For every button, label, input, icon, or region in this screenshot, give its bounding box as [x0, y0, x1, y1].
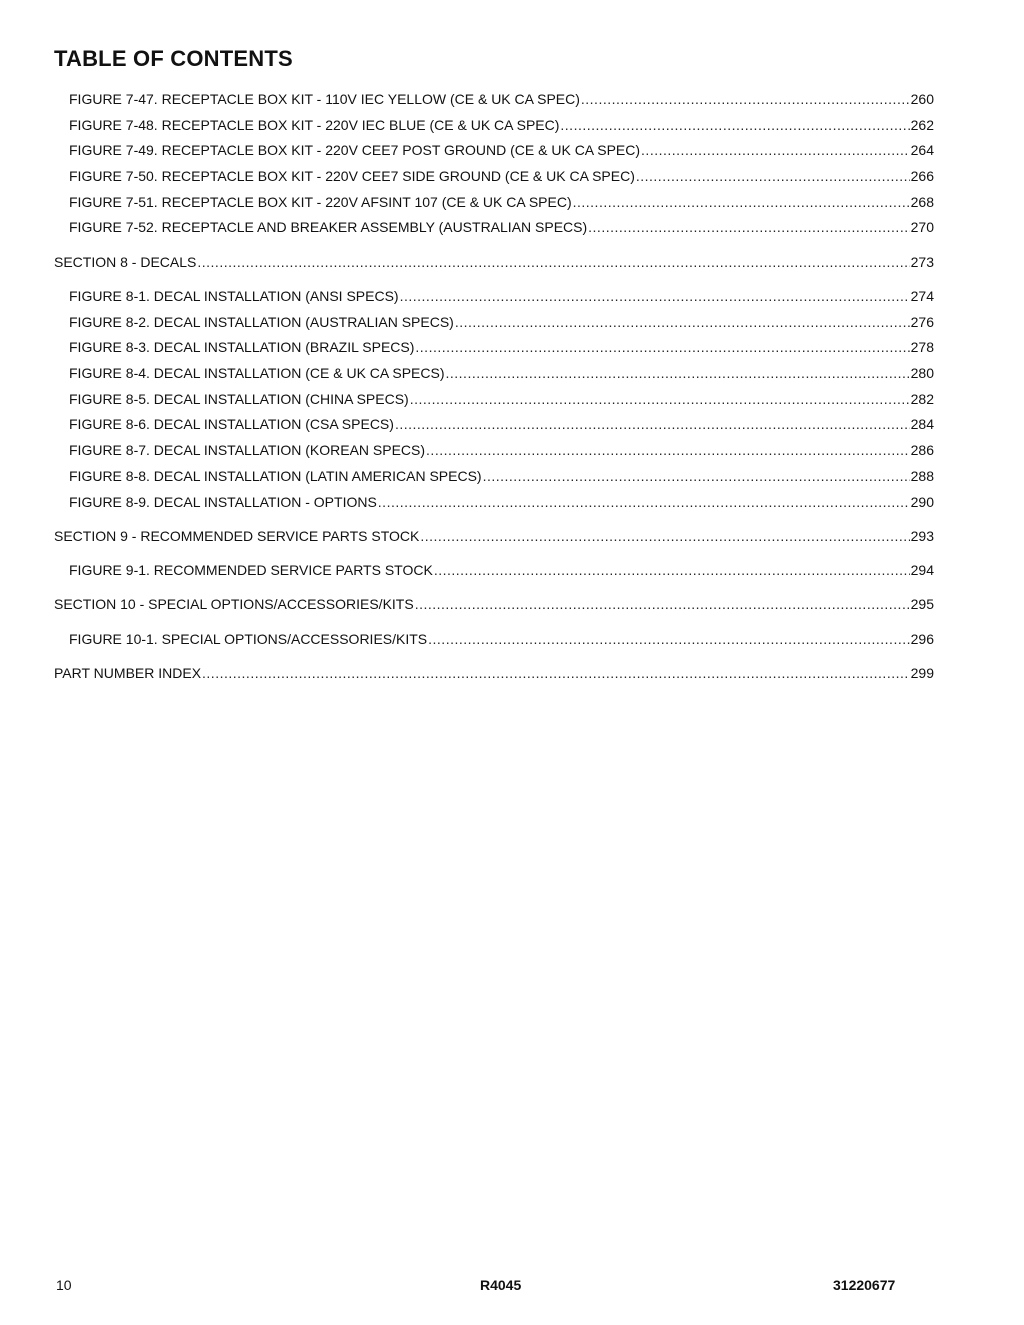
page-footer — [0, 1277, 1024, 1297]
toc-entry-page: 293 — [910, 527, 934, 544]
toc-entry-label: FIGURE 7-47. RECEPTACLE BOX KIT - 110V IEC YELLOW (CE & UK CA SPEC) — [69, 91, 580, 107]
toc-figure-entry[interactable] — [54, 310, 934, 336]
toc-entry-page: 270 — [910, 219, 934, 236]
dot-leader — [378, 490, 910, 516]
toc-entry-page: 268 — [910, 193, 934, 210]
dot-leader — [400, 284, 910, 310]
toc-entry-page: 260 — [910, 91, 934, 107]
toc-figure-entry[interactable] — [54, 190, 934, 216]
toc-entry-label: FIGURE 10-1. SPECIAL OPTIONS/ACCESSORIES/KITS — [69, 630, 428, 647]
toc-figure-entry[interactable] — [54, 464, 934, 490]
dot-leader — [636, 164, 910, 190]
toc-figure-entry[interactable] — [54, 438, 934, 464]
page-title: TABLE OF CONTENTS — [54, 46, 293, 71]
toc-entry-label: FIGURE 8-1. DECAL INSTALLATION (ANSI SPECS) — [69, 288, 399, 304]
toc-entry-label: FIGURE 9-1. RECOMMENDED SERVICE PARTS STOCK — [69, 562, 433, 579]
toc-entry-label: SECTION 8 - DECALS — [54, 253, 197, 270]
toc-entry-label: FIGURE 7-52. RECEPTACLE AND BREAKER ASSEMBLY (AUSTRALIAN SPECS) — [69, 219, 588, 236]
toc-entry-label: FIGURE 8-5. DECAL INSTALLATION (CHINA SPECS) — [69, 390, 409, 407]
toc-entry-label: FIGURE 8-8. DECAL INSTALLATION (LATIN AMERICAN SPECS) — [69, 467, 482, 484]
toc-entry-label: FIGURE 8-2. DECAL INSTALLATION (AUSTRALIAN SPECS) — [69, 313, 454, 330]
toc-entry-page: 273 — [910, 253, 934, 270]
toc-entry-page: 278 — [910, 339, 934, 356]
toc-entry-label: FIGURE 7-50. RECEPTACLE BOX KIT - 220V CEE7 SIDE GROUND (CE & UK CA SPEC) — [69, 168, 635, 185]
toc-figure-entry[interactable] — [54, 387, 934, 413]
dot-leader — [197, 250, 909, 276]
dot-leader — [410, 387, 910, 413]
toc-entry-page: 284 — [910, 416, 934, 433]
dot-leader — [415, 335, 909, 361]
footer-doc-number: 31220677 — [833, 1277, 896, 1293]
toc-entry-label: SECTION 9 - RECOMMENDED SERVICE PARTS STOCK — [54, 527, 420, 544]
toc-entry-page: 299 — [910, 664, 934, 681]
toc-entry-page: 280 — [910, 365, 934, 382]
toc-figure-entry[interactable] — [54, 361, 934, 387]
toc-figure-entry[interactable] — [54, 215, 934, 241]
dot-leader — [428, 627, 910, 653]
dot-leader — [420, 524, 909, 550]
toc-entry-page: 294 — [910, 562, 934, 579]
toc-entry-label: SECTION 10 - SPECIAL OPTIONS/ACCESSORIES/KITS — [54, 596, 414, 613]
toc-entry-label: FIGURE 7-51. RECEPTACLE BOX KIT - 220V AFSINT 107 (CE & UK CA SPEC) — [69, 193, 572, 210]
dot-leader — [641, 138, 910, 164]
toc-entry-page: 274 — [910, 288, 934, 304]
toc-entry-label: FIGURE 8-3. DECAL INSTALLATION (BRAZIL SPECS) — [69, 339, 415, 356]
toc-entry-page: 262 — [910, 116, 934, 133]
footer-model: R4045 — [480, 1277, 522, 1293]
toc-entry-page: 264 — [910, 142, 934, 159]
dot-leader — [560, 113, 909, 139]
dot-leader — [581, 87, 910, 113]
toc-entry-page: 290 — [910, 493, 934, 510]
dot-leader — [395, 412, 910, 438]
toc-section-entry[interactable] — [54, 661, 934, 687]
toc-figure-entry[interactable] — [54, 412, 934, 438]
dot-leader — [426, 438, 910, 464]
toc-entry-page: 276 — [910, 313, 934, 330]
footer-page-number: 10 — [56, 1277, 72, 1293]
toc-entry-label: FIGURE 8-7. DECAL INSTALLATION (KOREAN SPECS) — [69, 442, 426, 459]
toc-entry-page: 295 — [910, 596, 934, 613]
toc-figure-entry[interactable] — [54, 164, 934, 190]
dot-leader — [455, 310, 910, 336]
dot-leader — [434, 558, 910, 584]
toc-entry-label: FIGURE 8-6. DECAL INSTALLATION (CSA SPECS) — [69, 416, 394, 433]
table-of-contents — [54, 87, 934, 687]
dot-leader — [202, 661, 910, 687]
toc-entry-label: FIGURE 7-49. RECEPTACLE BOX KIT - 220V CEE7 POST GROUND (CE & UK CA SPEC) — [69, 142, 641, 159]
toc-entry-page: 282 — [910, 390, 934, 407]
toc-figure-entry[interactable] — [54, 284, 934, 310]
dot-leader — [588, 215, 909, 241]
dot-leader — [415, 592, 910, 618]
toc-figure-entry[interactable] — [54, 87, 934, 113]
toc-figure-entry[interactable] — [54, 490, 934, 516]
toc-entry-page: 296 — [910, 630, 934, 647]
toc-figure-entry[interactable] — [54, 113, 934, 139]
dot-leader — [446, 361, 910, 387]
toc-figure-entry[interactable] — [54, 558, 934, 584]
toc-figure-entry[interactable] — [54, 138, 934, 164]
toc-section-entry[interactable] — [54, 250, 934, 276]
toc-figure-entry[interactable] — [54, 627, 934, 653]
dot-leader — [483, 464, 910, 490]
toc-entry-page: 288 — [910, 467, 934, 484]
dot-leader — [573, 190, 910, 216]
toc-entry-label: FIGURE 8-4. DECAL INSTALLATION (CE & UK CA SPECS) — [69, 365, 445, 382]
toc-entry-page: 266 — [910, 168, 934, 185]
toc-section-entry[interactable] — [54, 592, 934, 618]
toc-section-entry[interactable] — [54, 524, 934, 550]
toc-entry-label: PART NUMBER INDEX — [54, 664, 202, 681]
toc-figure-entry[interactable] — [54, 335, 934, 361]
toc-entry-label: FIGURE 8-9. DECAL INSTALLATION - OPTIONS — [69, 493, 377, 510]
toc-entry-label: FIGURE 7-48. RECEPTACLE BOX KIT - 220V IEC BLUE (CE & UK CA SPEC) — [69, 116, 560, 133]
toc-entry-page: 286 — [910, 442, 934, 459]
